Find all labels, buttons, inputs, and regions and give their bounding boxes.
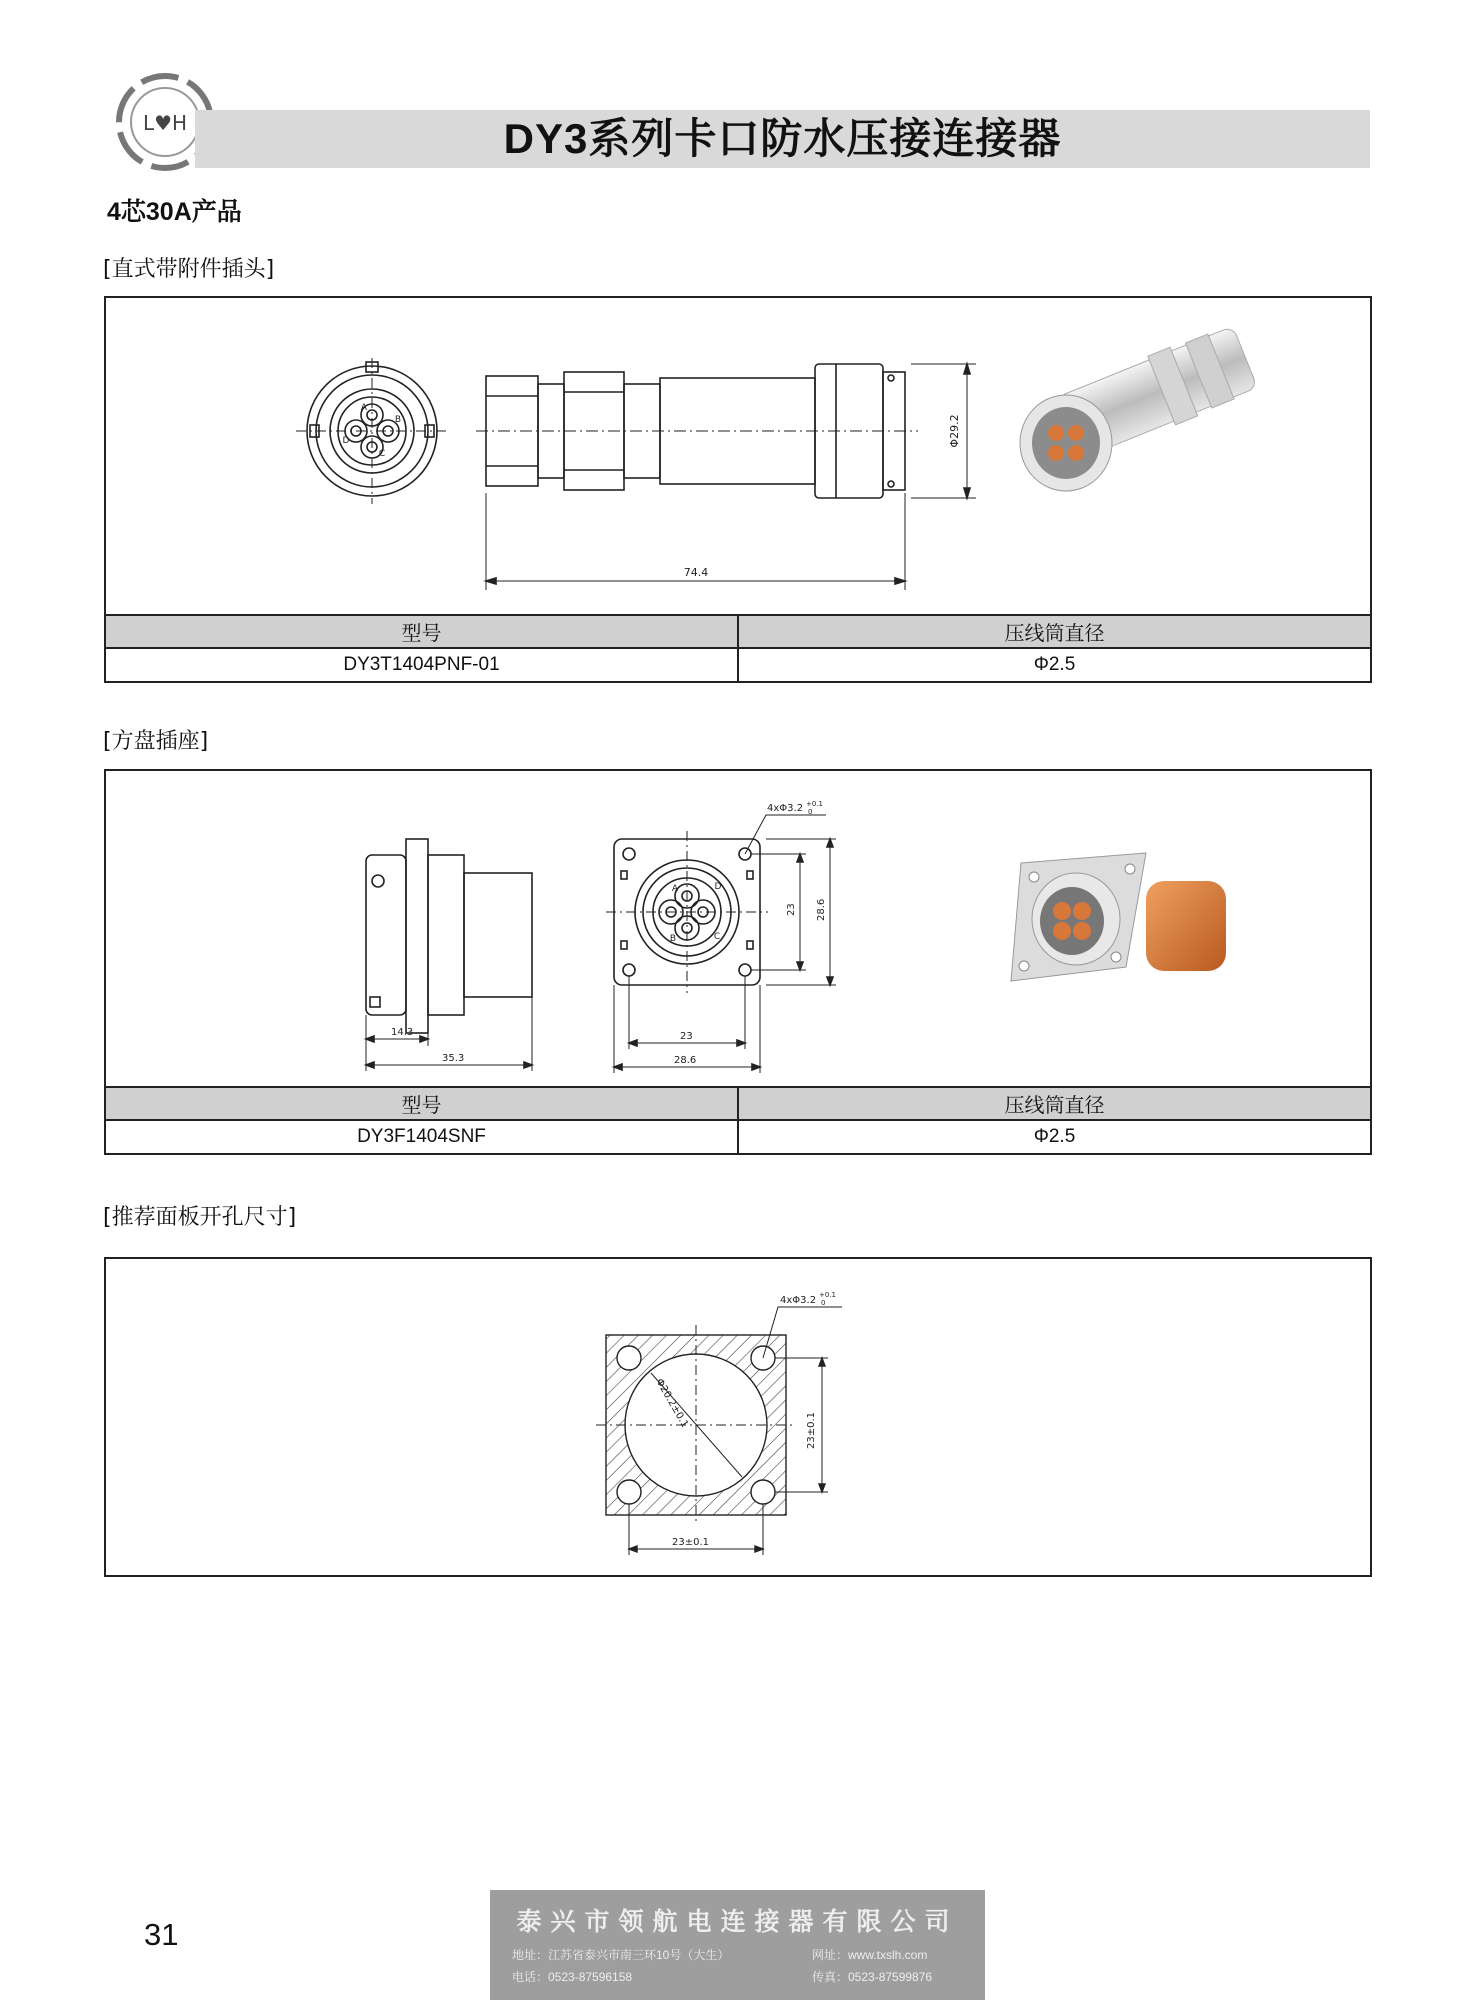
col-header-crimp-diameter: 压线筒直径	[738, 1087, 1371, 1120]
dim-diameter: Φ29.2	[948, 414, 961, 448]
footer-contact-block	[490, 1890, 985, 2000]
hole-tol-plus: +0.1	[806, 800, 823, 808]
pin-label-b: B	[669, 934, 677, 944]
pin-label-d: D	[714, 882, 722, 892]
footer-address: 地址：江苏省泰兴市南三环10号（大生）	[512, 1948, 730, 1962]
dim-bore: Φ20.2±0.1	[653, 1377, 691, 1430]
dim-pitch-h: 23	[680, 1031, 693, 1042]
col-header-model: 型号	[105, 615, 738, 648]
pin-label-d: D	[342, 436, 350, 446]
col-header-crimp-diameter: 压线筒直径	[738, 615, 1371, 648]
hole-tol-minus: 0	[821, 1299, 826, 1307]
dim-flange-v: 28.6	[816, 898, 827, 921]
footer-fax: 传真：0523-87599876	[812, 1970, 933, 1984]
flange-receptacle-drawing	[106, 771, 1370, 1087]
dim-flange-h: 28.6	[674, 1055, 697, 1066]
page-number: 31	[144, 1917, 179, 1952]
hole-spec: 4xΦ3.2	[767, 803, 804, 814]
footer-website: 网址：www.txslh.com	[812, 1948, 928, 1962]
flange-receptacle-drawing-box	[104, 769, 1372, 1089]
table-row	[105, 648, 1371, 682]
dim-side-a: 14.3	[391, 1027, 414, 1038]
page-title: DY3系列卡口防水压接连接器	[195, 110, 1370, 168]
pin-label-b: B	[394, 415, 402, 425]
pin-label-a: A	[671, 884, 679, 894]
straight-plug-drawing-box	[104, 296, 1372, 616]
hole-spec: 4xΦ3.2	[780, 1295, 817, 1306]
straight-plug-drawing	[106, 298, 1370, 614]
panel-cutout-drawing-box	[104, 1257, 1372, 1577]
table-header-row	[105, 615, 1371, 648]
pin-label-c: C	[713, 932, 721, 942]
table-row	[105, 1120, 1371, 1154]
dim-pitch-h: 23±0.1	[672, 1537, 710, 1548]
panel-cutout-drawing	[106, 1259, 1370, 1575]
crimp-diameter-cell: Φ2.5	[738, 648, 1371, 682]
section-label-straight-plug: [直式带附件插头]	[103, 257, 275, 282]
model-cell: DY3T1404PNF-01	[105, 648, 738, 682]
col-header-model: 型号	[105, 1087, 738, 1120]
table-header-row	[105, 1087, 1371, 1120]
logo-text: L♥H	[142, 111, 188, 135]
flange-receptacle-render	[1011, 853, 1226, 981]
dim-side-b: 35.3	[442, 1053, 465, 1064]
dim-pitch-v: 23	[786, 903, 797, 916]
footer-phone: 电话：0523-87596158	[512, 1970, 633, 1984]
model-cell: DY3F1404SNF	[105, 1120, 738, 1154]
straight-plug-spec-table	[104, 614, 1372, 683]
crimp-diameter-cell: Φ2.5	[738, 1120, 1371, 1154]
footer-company-name: 泰兴市领航电连接器有限公司	[516, 1907, 959, 1936]
section-label-flange-receptacle: [方盘插座]	[103, 729, 209, 754]
section-label-panel-cutout: [推荐面板开孔尺寸]	[103, 1205, 297, 1230]
dim-pitch-v: 23±0.1	[806, 1411, 817, 1449]
hole-tol-minus: 0	[808, 808, 813, 816]
hole-tol-plus: +0.1	[819, 1291, 836, 1299]
pin-label-c: C	[378, 449, 386, 459]
pin-label-a: A	[360, 403, 368, 413]
product-group-heading: 4芯30A产品	[107, 198, 242, 226]
straight-plug-render	[1020, 323, 1259, 491]
dim-length: 74.4	[683, 566, 709, 579]
flange-receptacle-spec-table	[104, 1086, 1372, 1155]
